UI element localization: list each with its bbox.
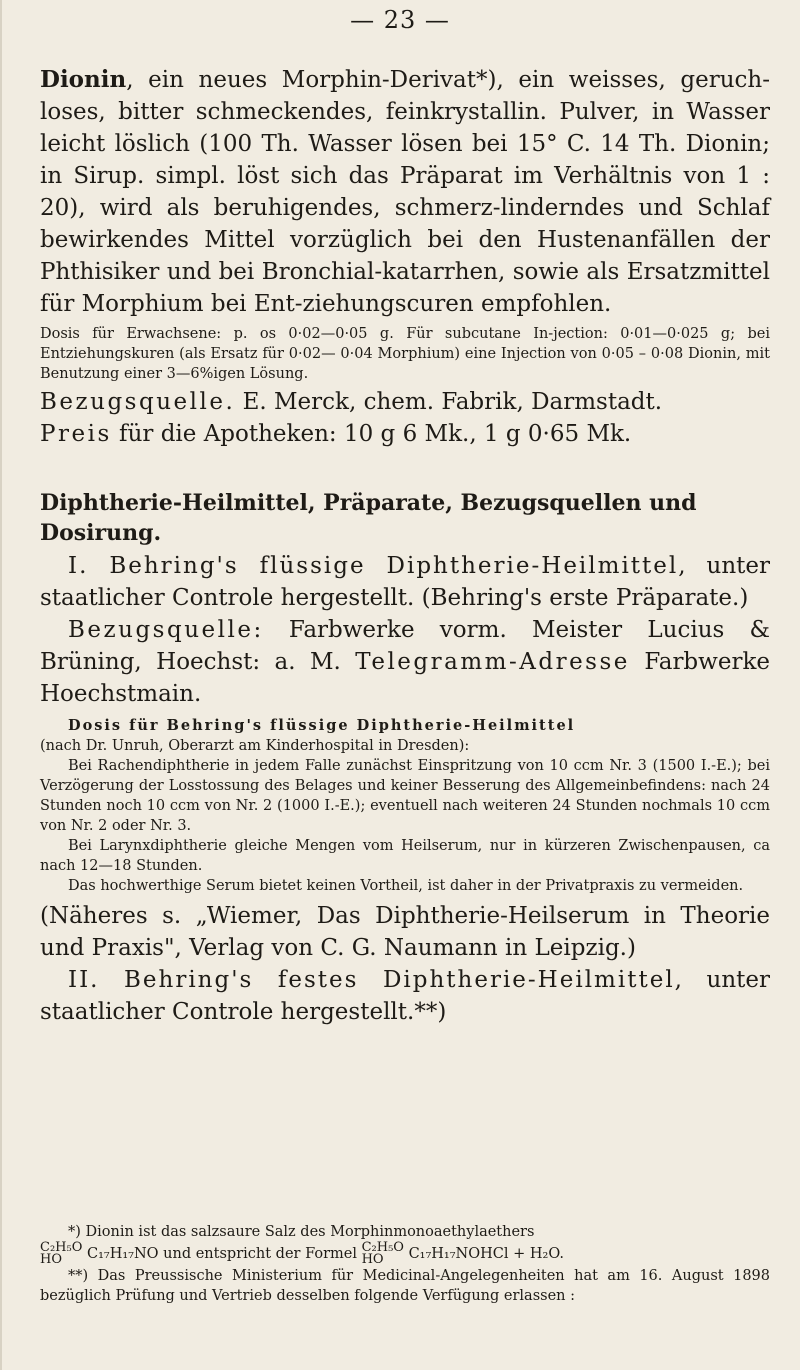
preis-text: für die Apotheken: 10 g 6 Mk., 1 g 0·65 Mk. [111,421,632,447]
preis-label: Preis [40,421,112,447]
bezugsquelle1-label: Bezugsquelle: [68,617,264,643]
formula1-top: C₂H₅O [40,1240,83,1255]
page-edge [0,0,2,1370]
bezugsquelle1-text: Farbwerke vorm. Meister Lucius & Brüning, Hoechst: a. M. [40,617,770,675]
larynx-text: Bei Larynxdiphtherie gleiche Mengen vom Heilserum, nur in kürzeren Zwischenpausen, ca nach 12—18 Stunden. [40,838,770,874]
footnote-2: **) Das Preussische Ministerium für Medicinal-Angelegenheiten hat am 16. August 1898 bezüglich Prüfung und Vertrieb desselben folgende Verfügung erlassen : [40,1268,770,1304]
item1-text: unter staatlicher Controle hergestellt. (Behring's erste Präparate.) [40,553,770,611]
footnotes [40,1222,770,1306]
dionin-heading: Dionin [40,66,127,93]
bezugsquelle1-paragraph [40,614,770,710]
formula2-top: C₂H₅O [361,1240,404,1255]
dosis-heading: Dosis für Behring's flüssige Diphtherie-Heilmittel [68,717,576,734]
dionin-bezugsquelle [40,386,770,418]
item2-text: unter staatlicher Controle hergestellt.**) [40,967,770,1025]
telegramm-text: Farbwerke Hoechstmain. [40,649,770,707]
formula1-rest: C₁₇H₁₇NO und entspricht der Formel [86,1246,357,1262]
dionin-dosis: Dosis für Erwachsene: p. os 0·02—0·05 g. Für subcutane In-jection: 0·01—0·025 g; bei Entziehungskuren (als Ersatz für 0·02— 0·04 Morphium) eine Injection von 0·05 – 0·08 Dionin, mit Benutzung einer 3—6%igen Lösung. [40,326,770,382]
diphtherie-heading: Diphtherie-Heilmittel, Präparate, Bezugsquellen und Dosirung. [40,490,697,546]
bezugsquelle-text: E. Merck, chem. Fabrik, Darmstadt. [235,389,663,415]
formula2-bottom: HO [361,1252,384,1267]
item1-title: I. Behring's flüssige Diphtherie-Heilmittel, [68,553,688,579]
dionin-paragraph [40,64,770,320]
formula1-bottom: HO [40,1252,62,1267]
formula2-group [362,1242,404,1266]
page-number: — 23 — [350,6,450,34]
item2-title: II. Behring's festes Diphtherie-Heilmittel, [68,967,684,993]
telegramm-label: Telegramm-Adresse [355,649,630,675]
dosis-source: (nach Dr. Unruh, Oberarzt am Kinderhospital in Dresden): [40,738,470,754]
hochwertig-text: Das hochwerthige Serum bietet keinen Vortheil, ist daher in der Privatpraxis zu vermeiden. [68,878,744,894]
rachen-text: Bei Rachendiphtherie in jedem Falle zunächst Einspritzung von 10 ccm Nr. 3 (1500 I.-E.); bei Verzögerung der Losstossung des Belages und keiner Besserung des Allgemeinbefindens: nach 24 Stunden noch 10 ccm von Nr. 2 (1000 I.-E.); eventuell nach weiteren 24 Stunden nochmals 10 ccm von Nr. 2 oder Nr. 3. [40,758,770,834]
diphtherie-section [40,488,770,1028]
bezugsquelle-label: Bezugsquelle. [40,389,236,415]
formula2-rest: C₁₇H₁₇NOHCl + H₂O. [408,1246,564,1262]
formula1-group [40,1242,82,1266]
item1-paragraph [40,550,770,614]
dionin-preis [40,418,770,450]
naeheres-text: (Näheres s. „Wiemer, Das Diphtherie-Heilserum in Theorie und Praxis", Verlag von C. G. Naumann in Leipzig.) [40,903,770,961]
footnote-1: *) Dionin ist das salzsaure Salz des Morphinmonoaethylaethers [68,1224,535,1240]
footnote-1-formula [40,1242,770,1266]
item2-paragraph [40,964,770,1028]
dionin-section [40,64,770,450]
dionin-text: , ein neues Morphin-Derivat*), ein weisses, geruch-loses, bitter schmeckendes, feinkrystallin. Pulver, in Wasser leicht löslich (100 Th. Wasser lösen bei 15° C. 14 Th. Dionin; in Sirup. simpl. löst sich das Präparat im Verhältnis von 1 : 20), wird als beruhigendes, schmerz-linderndes und Schlaf bewirkendes Mittel vorzüglich bei den Hustenanfällen der Phthisiker und bei Bronchial-katarrhen, sowie als Ersatzmittel für Morphium bei Ent-ziehungscuren empfohlen. [40,67,770,317]
